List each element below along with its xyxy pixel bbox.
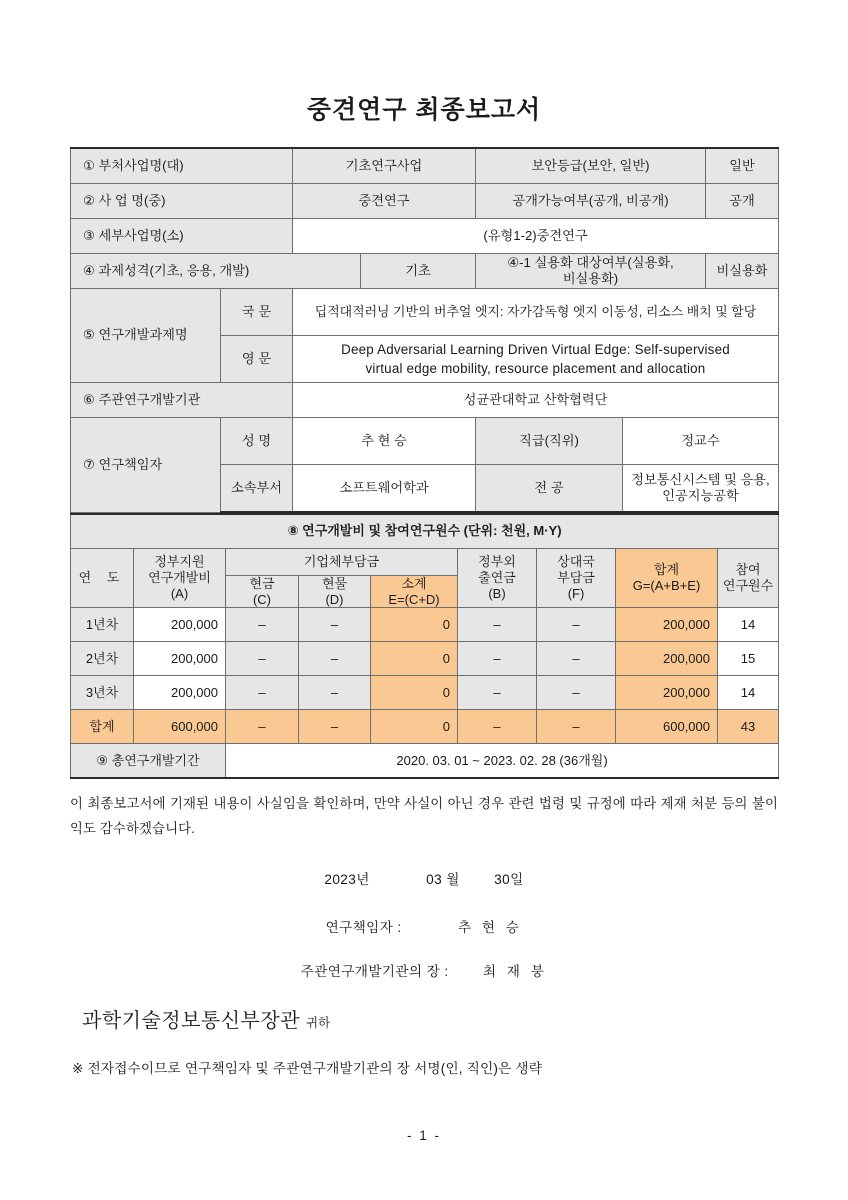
table-row-subprogram (71, 219, 779, 254)
budget-cash: – (226, 710, 299, 744)
budget-gov-support: 200,000 (134, 642, 226, 676)
budget-nongov: – (458, 642, 537, 676)
pi-major-line1: 정보통신시스템 및 응용, (631, 471, 770, 487)
budget-partner: – (537, 608, 616, 642)
label-subprogram: ③ 세부사업명(소) (71, 219, 293, 254)
header-nongov-line3: (B) (488, 586, 506, 602)
header-partner-line2: 부담금 (557, 569, 595, 585)
table-row-project-title-kor (71, 289, 779, 336)
label-pi-major: 전 공 (476, 465, 623, 513)
header-cash-line2: (C) (252, 591, 272, 607)
signature-pi-line (70, 916, 778, 936)
header-subtotal (371, 576, 458, 608)
label-pi-name: 성 명 (221, 418, 293, 465)
title-english-line2: virtual edge mobility, resource placement and allocation (365, 361, 706, 376)
header-total-line1: 합계 (653, 561, 680, 577)
signature-block (70, 868, 778, 1033)
budget-total: 200,000 (616, 676, 718, 710)
value-subprogram: (유형1-2)중견연구 (293, 219, 779, 254)
header-researchers (718, 549, 779, 608)
header-subtotal-line1: 소계 (401, 576, 427, 591)
header-total-line2: G=(A+B+E) (632, 578, 701, 594)
project-info-table (70, 147, 779, 513)
budget-partner: – (537, 676, 616, 710)
declaration-statement: 이 최종보고서에 기재된 내용이 사실임을 확인하며, 만약 사실이 아닌 경우 관련 법령 및 규정에 따라 제재 처분 등의 불이익도 감수하겠습니다. (70, 796, 778, 836)
pi-major-line2: 인공지능공학 (662, 488, 739, 503)
signature-date-month: 03 월 (426, 871, 460, 887)
value-project-nature: 기초 (361, 254, 476, 289)
signature-pi-label: 연구책임자 : (325, 919, 402, 935)
page-number: - 1 - (406, 1128, 441, 1143)
header-partner-line3: (F) (567, 586, 585, 602)
budget-researchers: 14 (718, 676, 779, 710)
budget-cash: – (226, 642, 299, 676)
signature-date-day: 30일 (494, 871, 524, 887)
budget-table (70, 513, 779, 779)
signature-date-year: 2023년 (324, 871, 370, 887)
budget-cash: – (226, 676, 299, 710)
budget-inkind: – (299, 608, 371, 642)
label-title-korean: 국 문 (221, 289, 293, 336)
title-english-line1: Deep Adversarial Learning Driven Virtual Edge: Self-supervised (341, 341, 730, 357)
budget-subtotal: 0 (371, 608, 458, 642)
addressee-row (70, 1004, 778, 1033)
electronic-submission-note: ※ 전자접수이므로 연구책임자 및 주관연구개발기관의 장 서명(인, 직인)은 생략 (72, 1060, 543, 1076)
table-row (71, 642, 779, 676)
budget-inkind: – (299, 676, 371, 710)
budget-partner: – (537, 642, 616, 676)
budget-total: 200,000 (616, 642, 718, 676)
label-total-period: ⑨ 총연구개발기간 (71, 744, 226, 779)
label-program-name: ② 사 업 명(중) (71, 184, 293, 219)
header-gov-support (134, 549, 226, 608)
label-security-level: 보안등급(보안, 일반) (476, 148, 706, 184)
budget-year-label: 2년차 (71, 642, 134, 676)
value-total-period: 2020. 03. 01 ~ 2023. 02. 28 (36개월) (226, 744, 779, 779)
budget-partner: – (537, 710, 616, 744)
value-program-name: 중견연구 (293, 184, 476, 219)
header-nongov-funding (458, 549, 537, 608)
signature-org-head-label: 주관연구개발기관의 장 : (300, 963, 449, 979)
budget-nongov: – (458, 676, 537, 710)
value-host-institution: 성균관대학교 산학협력단 (293, 383, 779, 418)
table-row (71, 608, 779, 642)
budget-total: 200,000 (616, 608, 718, 642)
budget-nongov: – (458, 608, 537, 642)
header-gov-support-line3: (A) (170, 586, 189, 602)
value-security-level: 일반 (706, 148, 779, 184)
label-ministry-program: ① 부처사업명(대) (71, 148, 293, 184)
table-row-period (71, 744, 779, 779)
value-title-korean: 딥적대적러닝 기반의 버추얼 엣지: 자가감독형 엣지 이동성, 리소스 배치 및 할당 (293, 289, 779, 336)
label-principal-investigator: ⑦ 연구책임자 (71, 418, 221, 513)
addressee-honorific: 귀하 (306, 1015, 331, 1030)
budget-total: 600,000 (616, 710, 718, 744)
header-subtotal-line2: E=(C+D) (388, 591, 440, 607)
budget-inkind: – (299, 642, 371, 676)
value-title-english (293, 336, 779, 383)
signature-pi-name: 추 현 승 (457, 919, 523, 935)
signature-date-line (70, 868, 778, 888)
label-pi-department: 소속부서 (221, 465, 293, 513)
value-ministry-program: 기초연구사업 (293, 148, 476, 184)
header-nongov-line1: 정부외 (478, 553, 516, 569)
budget-cash: – (226, 608, 299, 642)
budget-year-label: 3년차 (71, 676, 134, 710)
header-researchers-line2: 연구원수 (722, 578, 774, 594)
budget-subtotal: 0 (371, 710, 458, 744)
header-partner-country (537, 549, 616, 608)
budget-section-header-row (71, 514, 779, 549)
header-gov-support-line1: 정부지원 (154, 553, 205, 569)
header-year-text: 연 도 (78, 569, 126, 585)
label-pi-position: 직급(직위) (476, 418, 623, 465)
budget-inkind: – (299, 710, 371, 744)
page-title: 중견연구 최종보고서 (306, 96, 542, 124)
label-project-title: ⑤ 연구개발과제명 (71, 289, 221, 383)
budget-researchers: 43 (718, 710, 779, 744)
table-row-host-institution (71, 383, 779, 418)
label-host-institution: ⑥ 주관연구개발기관 (71, 383, 293, 418)
value-pi-major (623, 465, 779, 513)
budget-subtotal: 0 (371, 676, 458, 710)
header-nongov-line2: 출연금 (478, 569, 516, 585)
value-pi-position: 정교수 (623, 418, 779, 465)
label-disclosure: 공개가능여부(공개, 비공개) (476, 184, 706, 219)
header-partner-line1: 상대국 (557, 553, 595, 569)
table-row-pi-name (71, 418, 779, 465)
budget-researchers: 14 (718, 608, 779, 642)
budget-nongov: – (458, 710, 537, 744)
header-cash-line1: 현금 (249, 576, 275, 591)
budget-gov-support: 200,000 (134, 676, 226, 710)
table-row (71, 676, 779, 710)
signature-org-head-name: 최 재 붕 (482, 963, 548, 979)
signature-org-head-line (70, 960, 778, 980)
budget-year-label: 합계 (71, 710, 134, 744)
value-pi-name: 추 현 승 (293, 418, 476, 465)
budget-subtotal: 0 (371, 642, 458, 676)
value-disclosure: 공개 (706, 184, 779, 219)
header-inkind (299, 576, 371, 608)
budget-gov-support: 600,000 (134, 710, 226, 744)
label-title-english: 영 문 (221, 336, 293, 383)
value-commercialization: 비실용화 (706, 254, 779, 289)
header-grand-total (616, 549, 718, 608)
budget-gov-support: 200,000 (134, 608, 226, 642)
addressee-minister: 과학기술정보통신부장관 (82, 1009, 301, 1032)
header-company-contribution-group: 기업체부담금 (226, 549, 458, 576)
budget-section-title: ⑧ 연구개발비 및 참여연구원수 (단위: 천원, M·Y) (71, 514, 779, 549)
budget-year-label: 1년차 (71, 608, 134, 642)
header-inkind-line2: (D) (325, 591, 344, 607)
header-inkind-line1: 현물 (321, 576, 348, 591)
label-project-nature: ④ 과제성격(기초, 응용, 개발) (71, 254, 361, 289)
table-row-total (71, 710, 779, 744)
budget-researchers: 15 (718, 642, 779, 676)
table-row-program-name (71, 184, 779, 219)
header-cash (226, 576, 299, 608)
header-researchers-line1: 참여 (735, 561, 761, 577)
value-pi-department: 소프트웨어학과 (293, 465, 476, 513)
label-commercialization: ④-1 실용화 대상여부(실용화, 비실용화) (476, 254, 706, 289)
header-gov-support-line2: 연구개발비 (148, 569, 211, 585)
header-year (71, 549, 134, 608)
budget-header-row-1 (71, 549, 779, 576)
table-row-project-nature (71, 254, 779, 289)
table-row-ministry-program (71, 148, 779, 184)
